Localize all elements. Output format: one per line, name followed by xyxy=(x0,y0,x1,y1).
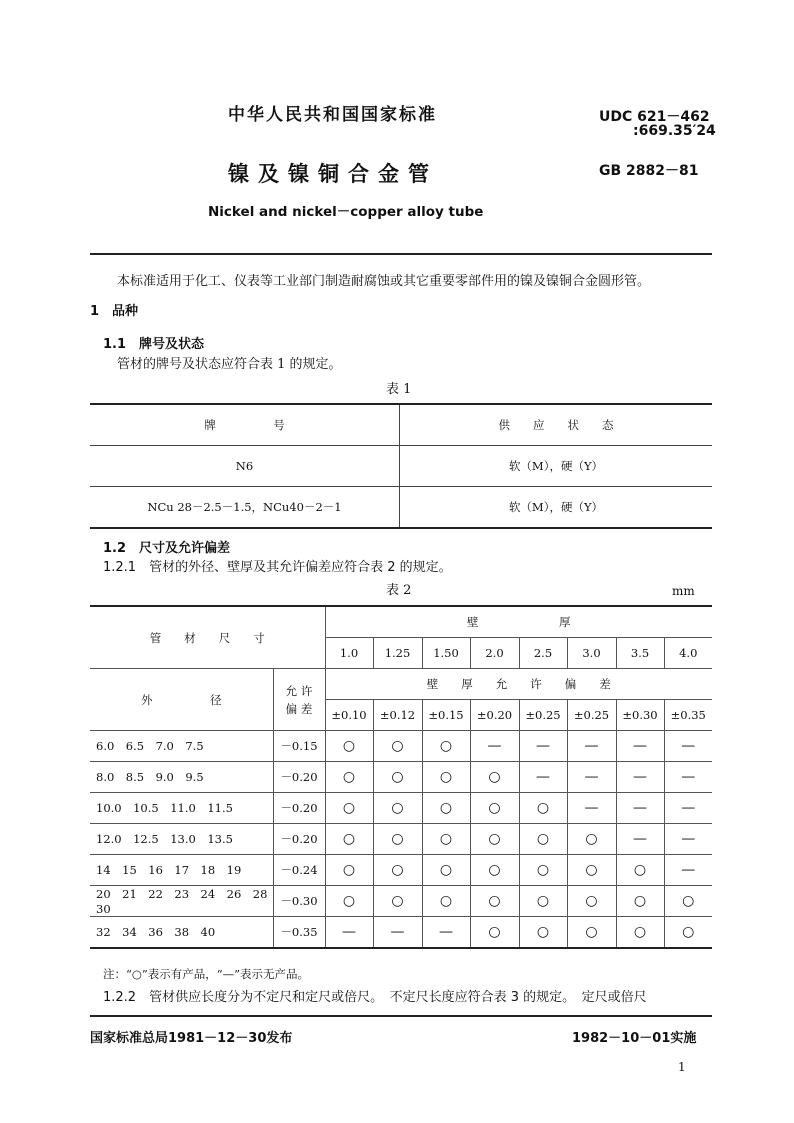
availability-mark: ○ xyxy=(373,793,422,824)
table-row xyxy=(90,886,712,917)
od-tolerance: －0.15 xyxy=(273,731,325,762)
od-tolerance: －0.20 xyxy=(273,793,325,824)
outer-diameters: 32 34 36 38 40 xyxy=(90,917,273,949)
table-1-state: 软（M），硬（Y） xyxy=(508,500,604,514)
wall-value: 1.25 xyxy=(373,638,422,669)
outer-diameters: 6.0 6.5 7.0 7.5 xyxy=(90,731,273,762)
availability-mark: — xyxy=(422,917,470,949)
availability-mark: — xyxy=(616,824,664,855)
availability-mark: ○ xyxy=(373,855,422,886)
availability-mark: ○ xyxy=(422,762,470,793)
availability-mark: ○ xyxy=(519,886,567,917)
availability-mark: — xyxy=(664,731,712,762)
table-1-caption: 表 1 xyxy=(386,382,412,397)
outer-diameters: 20 21 22 23 24 26 28 30 xyxy=(90,886,273,917)
wall-tolerance: ±0.20 xyxy=(470,700,519,731)
top-divider xyxy=(90,253,712,255)
availability-mark: — xyxy=(664,855,712,886)
table-1 xyxy=(90,403,712,529)
availability-mark: ○ xyxy=(567,886,616,917)
availability-mark: ○ xyxy=(325,762,373,793)
availability-mark: ○ xyxy=(422,793,470,824)
section-1-2-1-text: 1.2.1 管材的外径、壁厚及其允许偏差应符合表 2 的规定。 xyxy=(103,560,452,575)
section-1-heading: 1 品种 xyxy=(90,304,139,319)
availability-mark: ○ xyxy=(422,886,470,917)
wall-tolerance: ±0.25 xyxy=(567,700,616,731)
table-2-body xyxy=(90,731,712,949)
table-1-header-state: 供 应 状 态 xyxy=(400,404,713,446)
udc-code xyxy=(599,110,716,138)
wall-tolerance: ±0.35 xyxy=(664,700,712,731)
table-1-state: 软（M），硬（Y） xyxy=(400,446,713,487)
outer-diameters: 10.0 10.5 11.0 11.5 xyxy=(90,793,273,824)
availability-mark: ○ xyxy=(470,917,519,949)
availability-mark: ○ xyxy=(616,886,664,917)
availability-mark: ○ xyxy=(373,731,422,762)
availability-mark: ○ xyxy=(567,855,616,886)
table-1-grade: N6 xyxy=(90,446,400,487)
size-header: 管 材 尺 寸 xyxy=(90,606,325,669)
main-title: 镍及镍铜合金管 xyxy=(228,162,438,186)
outer-diameters: 14 15 16 17 18 19 xyxy=(90,855,273,886)
availability-mark: ○ xyxy=(325,731,373,762)
table-row xyxy=(90,762,712,793)
table-2-caption: 表 2 xyxy=(386,583,412,598)
table-row xyxy=(90,855,712,886)
wall-tolerance: ±0.25 xyxy=(519,700,567,731)
availability-mark: ○ xyxy=(664,886,712,917)
availability-mark: ○ xyxy=(470,824,519,855)
availability-mark: ○ xyxy=(325,855,373,886)
table-row xyxy=(90,446,712,487)
section-1-2-heading: 1.2 尺寸及允许偏差 xyxy=(103,541,231,556)
availability-mark: — xyxy=(664,824,712,855)
availability-mark: ○ xyxy=(422,824,470,855)
availability-mark: — xyxy=(616,762,664,793)
wall-tolerance: ±0.15 xyxy=(422,700,470,731)
availability-mark: — xyxy=(616,731,664,762)
od-tolerance: －0.35 xyxy=(273,917,325,949)
availability-mark: ○ xyxy=(616,917,664,949)
availability-mark: — xyxy=(373,917,422,949)
availability-mark: ○ xyxy=(470,886,519,917)
udc-line-2: :669.35′24 xyxy=(633,123,716,139)
intro-paragraph: 本标准适用于化工、仪表等工业部门制造耐腐蚀或其它重要零部件用的镍及镍铜合金圆形管。 xyxy=(117,274,651,289)
table-row xyxy=(90,917,712,949)
wall-tolerance: ±0.30 xyxy=(616,700,664,731)
availability-mark: — xyxy=(616,793,664,824)
page-number: 1 xyxy=(678,1060,686,1074)
issue-date: 国家标准总局1981－12－30发布 xyxy=(90,1031,293,1046)
availability-mark: ○ xyxy=(373,762,422,793)
availability-mark: — xyxy=(519,731,567,762)
table-row xyxy=(90,731,712,762)
availability-mark: ○ xyxy=(422,731,470,762)
table-2-unit: mm xyxy=(672,584,695,598)
wall-value: 4.0 xyxy=(664,638,712,669)
udc-line-1: UDC 621－462 xyxy=(599,109,710,125)
section-1-1-text: 管材的牌号及状态应符合表 1 的规定。 xyxy=(117,357,342,372)
standard-title: 中华人民共和国国家标准 xyxy=(228,105,437,125)
availability-mark: ○ xyxy=(373,824,422,855)
wall-tolerance: ±0.12 xyxy=(373,700,422,731)
gb-code: GB 2882－81 xyxy=(599,163,699,179)
wall-value: 3.0 xyxy=(567,638,616,669)
availability-mark: — xyxy=(567,731,616,762)
availability-mark: — xyxy=(567,762,616,793)
od-tolerance: －0.20 xyxy=(273,762,325,793)
english-title: Nickel and nickel－copper alloy tube xyxy=(208,204,484,220)
availability-mark: ○ xyxy=(373,886,422,917)
od-tolerance-header: 允 许 偏 差 xyxy=(273,669,325,731)
table-1-header-grade: 牌 号 xyxy=(90,404,400,446)
table-2-note: 注：“○”表示有产品，“—”表示无产品。 xyxy=(103,967,310,981)
availability-mark: — xyxy=(470,731,519,762)
od-tolerance: －0.24 xyxy=(273,855,325,886)
availability-mark: ○ xyxy=(470,855,519,886)
availability-mark: ○ xyxy=(422,855,470,886)
wall-tolerance-header: 壁 厚 允 许 偏 差 xyxy=(325,669,712,700)
od-header: 外 径 xyxy=(90,669,273,731)
availability-mark: ○ xyxy=(519,855,567,886)
availability-mark: ○ xyxy=(325,886,373,917)
availability-mark: ○ xyxy=(519,824,567,855)
availability-mark: ○ xyxy=(567,917,616,949)
od-tolerance: －0.30 xyxy=(273,886,325,917)
od-tolerance: －0.20 xyxy=(273,824,325,855)
availability-mark: — xyxy=(519,762,567,793)
table-2 xyxy=(90,605,712,949)
table-row xyxy=(90,793,712,824)
outer-diameters: 12.0 12.5 13.0 13.5 xyxy=(90,824,273,855)
availability-mark: ○ xyxy=(470,793,519,824)
availability-mark: — xyxy=(325,917,373,949)
wall-tolerance: ±0.10 xyxy=(325,700,373,731)
section-1-1-heading: 1.1 牌号及状态 xyxy=(103,337,205,352)
wall-value: 2.0 xyxy=(470,638,519,669)
availability-mark: ○ xyxy=(325,793,373,824)
table-1-grade: NCu 28－2.5－1.5，NCu40－2－1 xyxy=(90,487,400,529)
availability-mark: ○ xyxy=(567,824,616,855)
wall-value: 1.50 xyxy=(422,638,470,669)
availability-mark: ○ xyxy=(519,917,567,949)
availability-mark: ○ xyxy=(519,793,567,824)
availability-mark: — xyxy=(664,793,712,824)
bottom-divider xyxy=(90,1015,712,1017)
availability-mark: — xyxy=(567,793,616,824)
wall-value: 3.5 xyxy=(616,638,664,669)
availability-mark: ○ xyxy=(616,855,664,886)
availability-mark: ○ xyxy=(325,824,373,855)
table-row xyxy=(90,487,712,529)
table-row xyxy=(90,824,712,855)
table-1-header-row xyxy=(90,404,712,446)
wall-header: 壁 厚 xyxy=(325,606,712,638)
wall-value: 1.0 xyxy=(325,638,373,669)
availability-mark: — xyxy=(664,762,712,793)
wall-value: 2.5 xyxy=(519,638,567,669)
availability-mark: ○ xyxy=(664,917,712,949)
section-1-2-2-text: 1.2.2 管材供应长度分为不定尺和定尺或倍尺。 不定尺长度应符合表 3 的规定。 定尺或倍尺 xyxy=(103,990,647,1005)
outer-diameters: 8.0 8.5 9.0 9.5 xyxy=(90,762,273,793)
availability-mark: ○ xyxy=(470,762,519,793)
effective-date: 1982－10－01实施 xyxy=(572,1031,697,1046)
